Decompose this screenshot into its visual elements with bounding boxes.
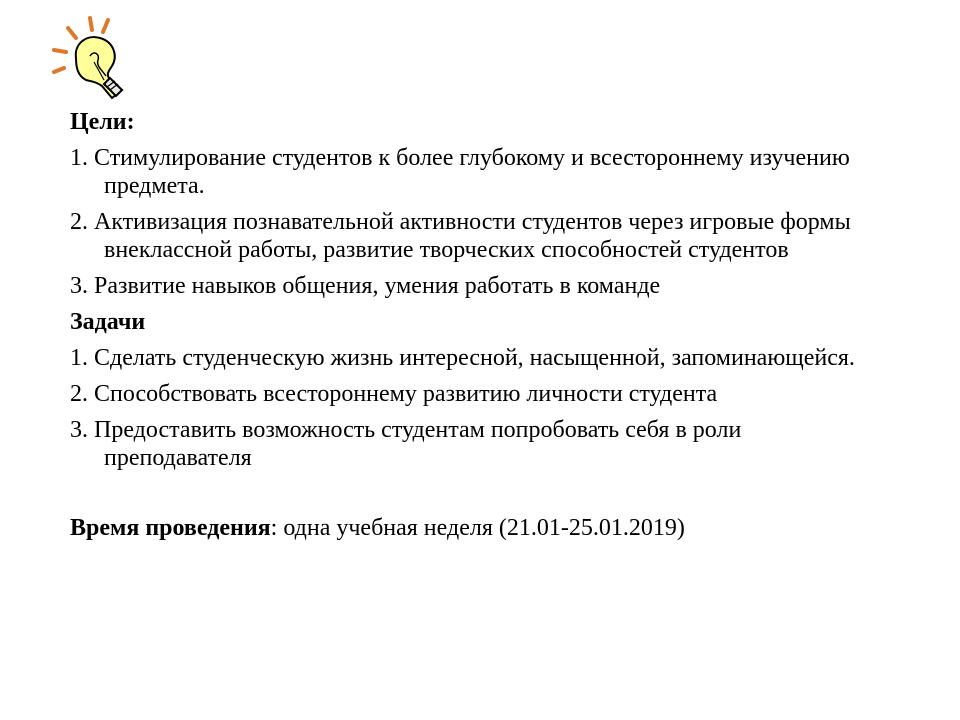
time-value: : одна учебная неделя (21.01-25.01.2019) [270,515,685,541]
goal-item-2: 2. Активизация познавательной активности студентов через игровые формы внеклассной работы, развитие творческих способностей студентов [70,209,851,263]
goal-item-1: 1. Стимулирование студентов к более глубокому и всестороннему изучению предмета. [70,145,850,199]
time-label: Время проведения [70,515,271,541]
task-item-3: 3. Предоставить возможность студентам попробовать себя в роли преподавателя [70,417,742,471]
tasks-heading: Задачи [70,309,146,335]
task-item-1: 1. Сделать студенческую жизнь интересной, насыщенной, запоминающейся. [70,345,855,371]
time-row [70,514,890,542]
task-item-2: 2. Способствовать всестороннему развитию личности студента [70,381,718,407]
goal-item-3: 3. Развитие навыков общения, умения работать в команде [70,273,661,299]
light-bulb-icon [46,10,146,102]
goals-heading: Цели: [70,109,135,135]
spacer [70,480,890,508]
slide-content [70,108,890,542]
